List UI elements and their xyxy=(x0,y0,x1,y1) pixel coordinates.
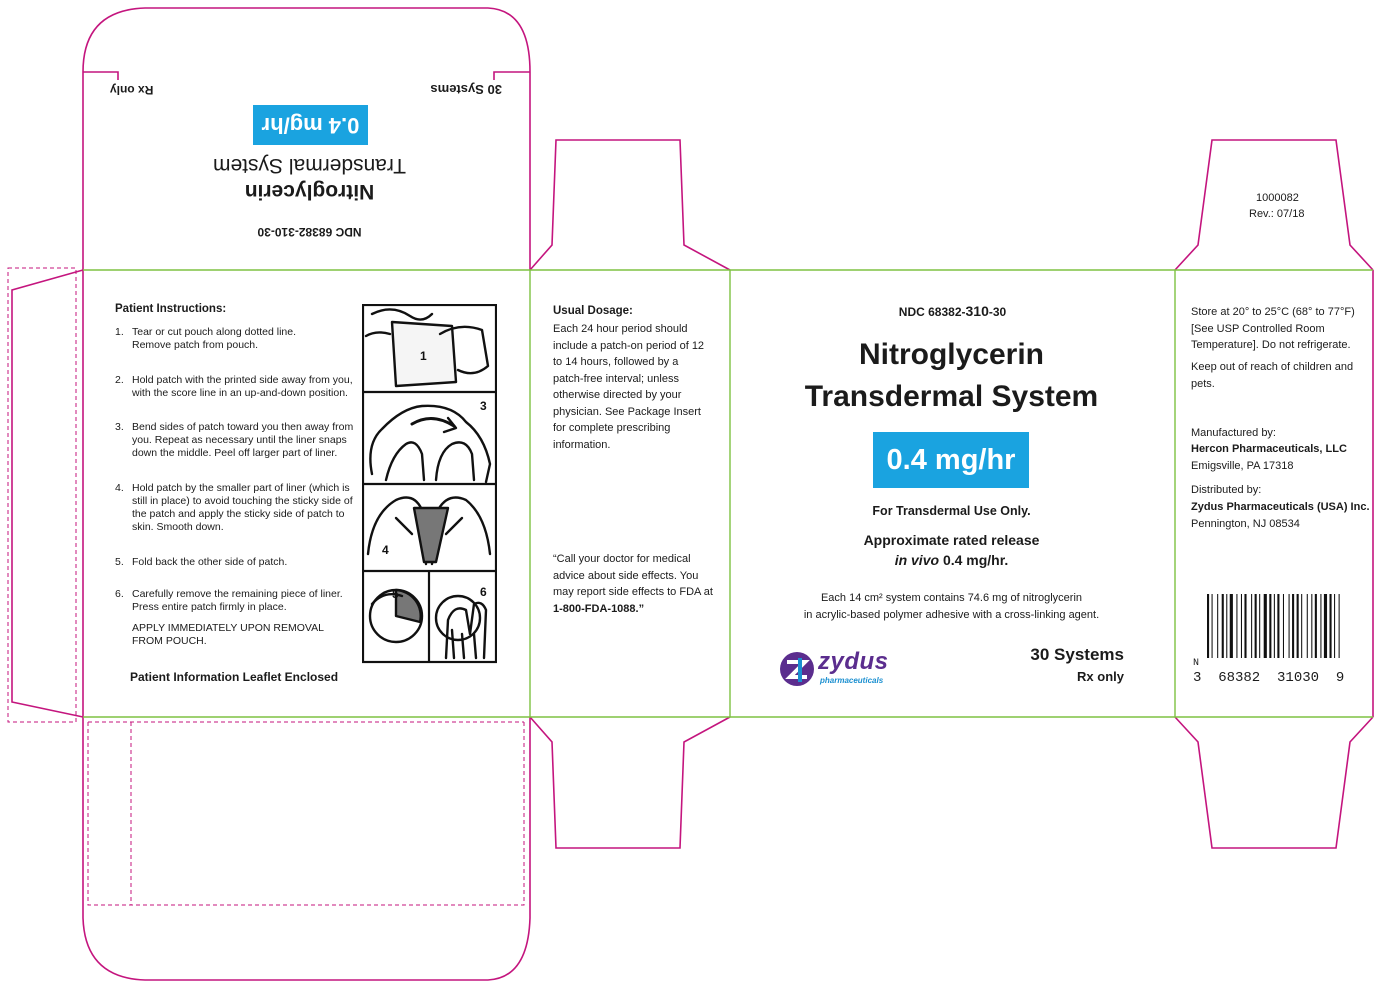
barcode-bar xyxy=(1297,594,1299,658)
figure-number-3: 3 xyxy=(480,399,487,413)
instruction-step-4 xyxy=(115,482,360,538)
top-flap-product-line2: Transdermal System xyxy=(213,154,406,177)
barcode-bar xyxy=(1236,594,1237,658)
figure-number-4: 4 xyxy=(382,543,389,557)
step-text: Carefully remove the remaining piece of liner. Press entire patch firmly in place. xyxy=(132,588,343,613)
top-flap xyxy=(90,80,522,265)
application-illustrations xyxy=(362,304,497,664)
step-text: Fold back the other side of patch. xyxy=(132,556,288,568)
barcode-bar xyxy=(1289,594,1290,658)
top-flap-strength-badge: 0.4 mg/hr xyxy=(253,105,368,145)
barcode-bar xyxy=(1292,594,1294,658)
fda-phone: 1-800-FDA-1088.” xyxy=(553,602,645,615)
barcode-bar xyxy=(1255,594,1257,658)
distributor-name: Zydus Pharmaceuticals (USA) Inc. xyxy=(1191,501,1370,513)
instruction-step-2 xyxy=(115,374,360,402)
contains-line1: Each 14 cm² system contains 74.6 mg of nitroglycerin xyxy=(820,592,1083,604)
ndc-prefix: NDC 68382- xyxy=(898,305,966,319)
step-number: 6. xyxy=(115,588,124,600)
dosage-title: Usual Dosage: xyxy=(553,305,633,317)
zydus-subtext: pharmaceuticals xyxy=(820,676,884,685)
release-line1: Approximate rated release xyxy=(863,532,1040,548)
barcode-prefix: N xyxy=(1193,658,1200,669)
top-flap-rx: Rx only xyxy=(110,83,154,97)
side-panel xyxy=(1175,270,1373,717)
zydus-mark-icon xyxy=(778,650,816,688)
distributor-city: Pennington, NJ 08534 xyxy=(1191,518,1300,530)
barcode-bar xyxy=(1217,594,1218,658)
barcode-bar xyxy=(1311,594,1312,658)
manufacturer-city: Emigsville, PA 17318 xyxy=(1191,460,1294,472)
barcode-bar xyxy=(1301,594,1302,658)
barcode-bar xyxy=(1283,594,1284,658)
barcode xyxy=(1193,594,1359,686)
barcode-bar xyxy=(1330,594,1332,658)
barcode-bars xyxy=(1207,594,1367,672)
storage-text: Store at 20° to 25°C (68° to 77°F) [See USP Controlled Room Temperature]. Do not refrigerate. xyxy=(1191,306,1355,351)
barcode-bar xyxy=(1269,594,1271,658)
instructions-title: Patient Instructions: xyxy=(115,303,227,315)
release-value: 0.4 mg/hr. xyxy=(942,552,1009,568)
barcode-bar xyxy=(1251,594,1252,658)
front-ndc xyxy=(730,303,1175,319)
barcode-bar xyxy=(1226,594,1227,658)
step-text: Bend sides of patch toward you then away from you. Repeat as necessary until the liner snaps down the middle. Peel off larger part of liner. xyxy=(132,421,354,459)
barcode-bar xyxy=(1264,594,1267,658)
instruction-step-3 xyxy=(115,421,360,463)
top-flap-product-line1: Nitroglycerin xyxy=(244,180,375,203)
dosage-panel xyxy=(530,270,730,717)
keep-out-text: Keep out of reach of children and pets. xyxy=(1191,361,1354,390)
barcode-bar xyxy=(1277,594,1279,658)
barcode-bar xyxy=(1315,594,1317,658)
figure-number-5: 5 xyxy=(392,587,399,601)
instruction-step-6 xyxy=(115,588,360,616)
barcode-bar xyxy=(1259,594,1260,658)
top-flap-ndc: NDC 68382-310-30 xyxy=(257,225,362,239)
step-text: Hold patch with the printed side away from you, with the score line in an up-and-down position. xyxy=(132,374,353,399)
figure-number-1: 1 xyxy=(420,349,427,363)
revision-date: Rev.: 07/18 xyxy=(1249,208,1305,220)
transdermal-use-only: For Transdermal Use Only. xyxy=(872,504,1031,518)
step-text: Tear or cut pouch along dotted line. Remove patch from pouch. xyxy=(132,326,297,351)
instruction-step-1 xyxy=(115,326,360,354)
apply-warning: APPLY IMMEDIATELY UPON REMOVAL FROM POUCH. xyxy=(132,622,324,647)
step-number: 3. xyxy=(115,421,124,433)
step-number: 4. xyxy=(115,482,124,494)
front-product-line1: Nitroglycerin xyxy=(858,338,1045,371)
in-vivo: in vivo xyxy=(894,552,940,568)
distributed-label: Distributed by: xyxy=(1191,484,1262,496)
barcode-bar xyxy=(1207,594,1209,658)
front-panel xyxy=(730,270,1175,717)
instructions-panel xyxy=(83,270,530,717)
barcode-bar xyxy=(1274,594,1275,658)
item-code: 1000082 xyxy=(1256,192,1299,204)
ndc-suffix: -30 xyxy=(988,305,1007,319)
top-flap-systems: 30 Systems xyxy=(430,82,502,97)
zydus-logo xyxy=(778,648,918,688)
front-product-line2: Transdermal System xyxy=(804,380,1099,413)
leaflet-enclosed: Patient Information Leaflet Enclosed xyxy=(130,670,339,684)
barcode-bar xyxy=(1241,594,1242,658)
instruction-step-5 xyxy=(115,556,360,570)
barcode-bar xyxy=(1222,594,1224,658)
barcode-bar xyxy=(1339,594,1340,658)
step-number: 5. xyxy=(115,556,124,568)
step-text: Hold patch by the smaller part of liner (which is still in place) to avoid touching the sticky side of the patch and apply the sticky side of patch to skin. Smooth down. xyxy=(132,482,353,533)
zydus-wordmark: zydus xyxy=(818,648,889,675)
side-effects-call xyxy=(553,551,713,617)
barcode-bar xyxy=(1334,594,1335,658)
step-number: 2. xyxy=(115,374,124,386)
step-number: 1. xyxy=(115,326,124,338)
barcode-bar xyxy=(1244,594,1246,658)
barcode-digits: 3 68382 31030 9 xyxy=(1193,670,1345,686)
barcode-bar xyxy=(1307,594,1308,658)
figure-number-6: 6 xyxy=(480,585,487,599)
front-systems-count: 30 Systems xyxy=(1030,645,1124,664)
front-rx-only: Rx only xyxy=(1077,669,1124,684)
barcode-bar xyxy=(1324,594,1327,658)
barcode-bar xyxy=(1230,594,1233,658)
release-line2 xyxy=(730,552,1173,568)
contains-line2: in acrylic-based polymer adhesive with a cross-linking agent. xyxy=(803,609,1100,621)
front-strength-badge: 0.4 mg/hr xyxy=(873,432,1029,488)
barcode-bar xyxy=(1320,594,1321,658)
barcode-bar xyxy=(1212,594,1213,658)
ndc-product-code: 310 xyxy=(965,303,989,319)
manufactured-label: Manufactured by: xyxy=(1191,427,1276,439)
dosage-body: Each 24 hour period should include a patch-on period of 12 to 14 hours, followed by a patch-free interval; unless otherwise directed by your physician. See Package Insert for complete prescribing information. xyxy=(553,323,705,451)
manufacturer-name: Hercon Pharmaceuticals, LLC xyxy=(1191,443,1347,455)
side-effects-text: “Call your doctor for medical advice about side effects. You may report side effects to FDA at xyxy=(553,553,713,598)
